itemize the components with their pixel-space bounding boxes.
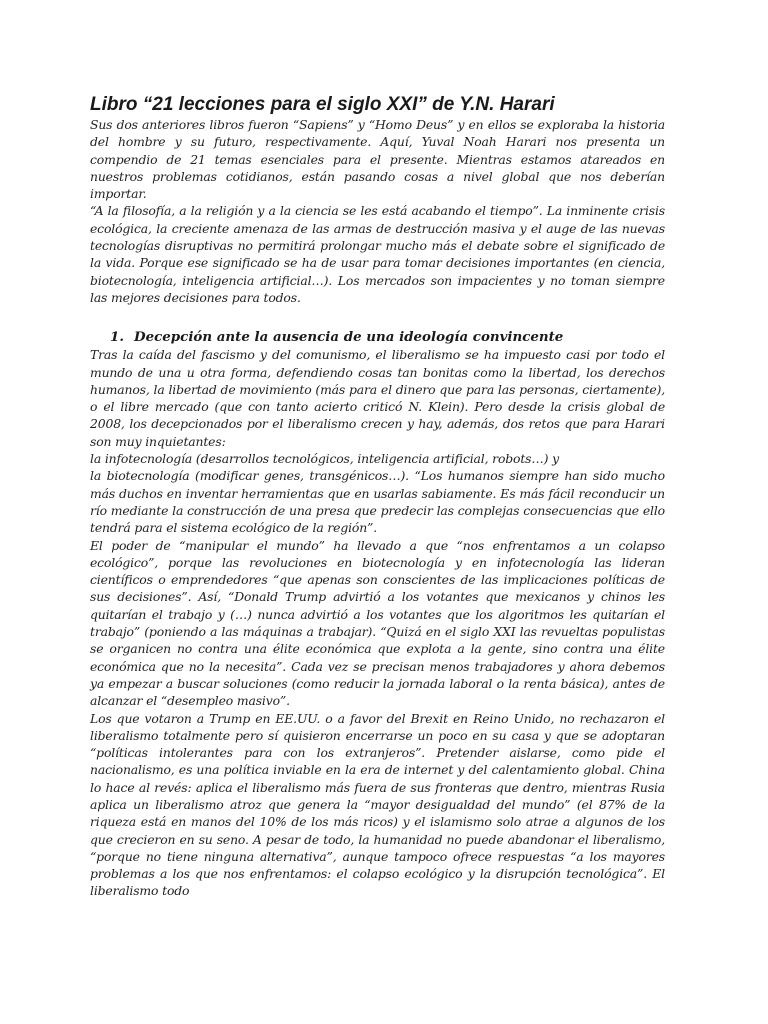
section-number: 1. [110,329,124,346]
document-page [90,94,665,900]
intro-paragraph: “A la filosofía, a la religión y a la ciencia se les está acabando el tiempo”. La inminente crisis ecológica, la creciente amenaza de las armas de destrucción masiva y el auge de las nuevas tecnologías disruptivas no permitirá prolongar mucho más el debate sobre el significado de la vida. Porque ese significado se ha de usar para tomar decisiones importantes (en ciencia, biotecnología, inteligencia artificial…). Los mercados son impacientes y no toman siempre las mejores decisiones para todos. [90,203,665,305]
intro-paragraph: Sus dos anteriores libros fueron “Sapiens” y “Homo Deus” y en ellos se exploraba la historia del hombre y su futuro, respectivamente. Aquí, Yuval Noah Harari nos presenta un compendio de 21 temas esenciales para el presente. Mientras estamos atareados en nuestros problemas cotidianos, están pasando cosas a nivel global que nos deberían importar. [90,117,665,202]
intro-section [90,116,665,306]
section-heading-text: Decepción ante la ausencia de una ideología convincente [134,329,564,346]
section-heading [110,328,665,346]
section-paragraph: El poder de “manipular el mundo” ha llevado a que “nos enfrentamos a un colapso ecológico”, porque las revoluciones en biotecnología y en infotecnología las lideran científicos o emprendedores “que apenas son conscientes de las implicaciones políticas de sus decisiones”. Así, “Donald Trump advirtió a los votantes que mexicanos y chinos les quitarían el trabajo y (…) nunca advirtió a los votantes que los algoritmos les quitarían el trabajo” (poniendo a las máquinas a trabajar). “Quizá en el siglo XXI las revueltas populistas se organicen no contra una élite económica que explota a la gente, sino contra una élite económica que no la necesita”. Cada vez se precisan menos trabajadores y ahora debemos ya empezar a buscar soluciones (como reducir la jornada laboral o la renta básica), antes de alcanzar el “desempleo masivo”. [90,537,665,709]
section-paragraph: Tras la caída del fascismo y del comunismo, el liberalismo se ha impuesto casi por todo el mundo de una u otra forma, defendiendo cosas tan bonitas como la libertad, los derechos humanos, la libertad de movimiento (más para el dinero que para las personas, ciertamente), o el libre mercado (que con tanto acierto criticó N. Klein). Pero desde la crisis global de 2008, los decepcionados por el liberalismo crecen y hay, además, dos retos que para Harari son muy inquietantes: [90,347,665,449]
section-spacer [90,306,665,328]
section-paragraph: la biotecnología (modificar genes, transgénicos…). “Los humanos siempre han sido mucho más duchos en inventar herramientas que en usarlas sabiamente. Es más fácil reconducir un río mediante la construcción de una presa que predecir las complejas consecuencias que ello tendrá para el sistema ecológico de la región”. [90,468,665,536]
section-body [90,346,665,900]
document-title: Libro “21 lecciones para el siglo XXI” de Y.N. Harari [90,94,555,115]
section-paragraph: la infotecnología (desarrollos tecnológicos, inteligencia artificial, robots…) y [90,451,559,467]
section-paragraph: Los que votaron a Trump en EE.UU. o a favor del Brexit en Reino Unido, no rechazaron el liberalismo totalmente pero sí quisieron encerrarse un poco en su casa y que se adoptaran “políticas intolerantes para con los extranjeros”. Pretender aislarse, como pide el nacionalismo, es una política inviable en la era de internet y del calentamiento global. China lo hace al revés: aplica el liberalismo más fuera de sus fronteras que dentro, mientras Rusia aplica un liberalismo atroz que genera la “mayor desigualdad del mundo” (el 87% de la riqueza está en manos del 10% de los más ricos) y el islamismo solo atrae a algunos de los que crecieron en su seno. A pesar de todo, la humanidad no puede abandonar el liberalismo, “porque no tiene ninguna alternativa”, aunque tampoco ofrece respuestas “a los mayores problemas a los que nos enfrentamos: el colapso ecológico y la disrupción tecnológica”. El liberalismo todo [90,710,665,899]
